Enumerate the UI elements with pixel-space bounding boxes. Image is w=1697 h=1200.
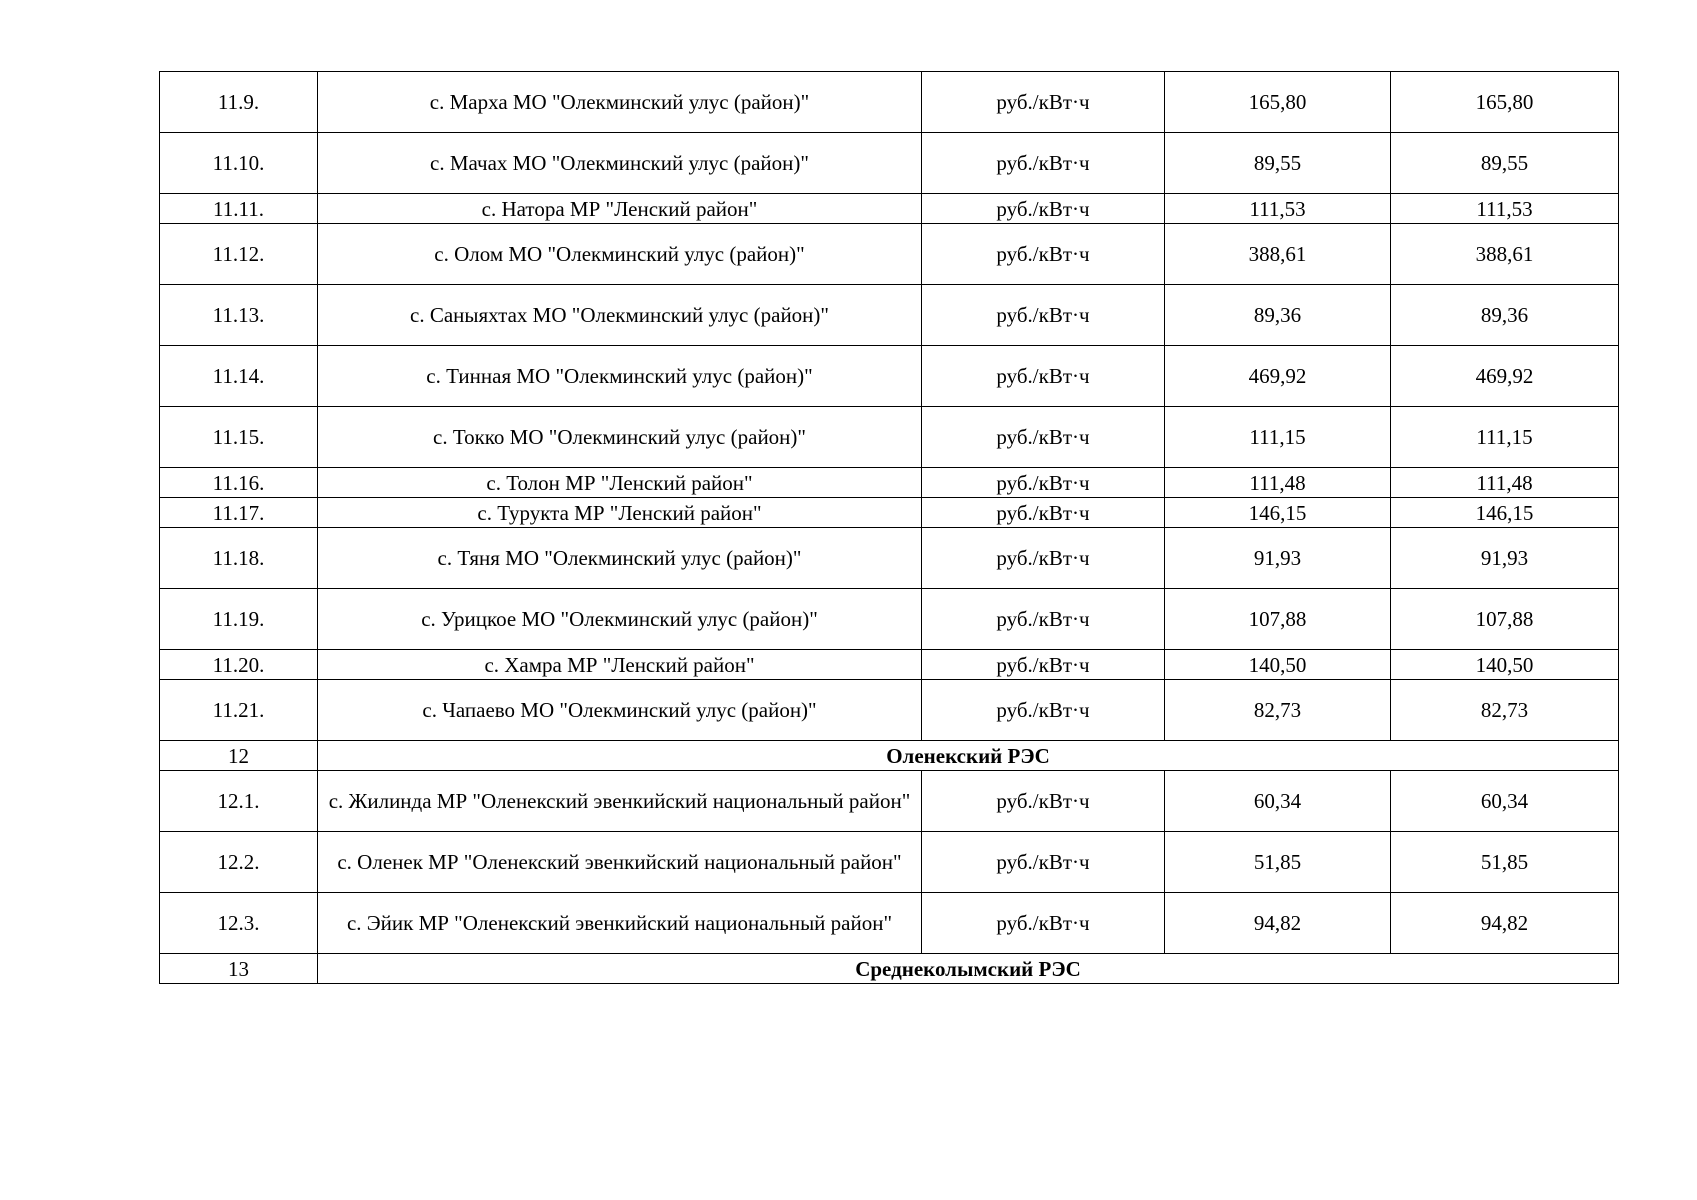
unit-cell: руб./кВт·ч (922, 771, 1165, 832)
tariff-value-1: 165,80 (1165, 72, 1391, 133)
row-number: 11.19. (160, 589, 318, 650)
tariff-value-1: 82,73 (1165, 680, 1391, 741)
tariff-value-1: 111,15 (1165, 407, 1391, 468)
settlement-name: с. Турукта МР "Ленский район" (318, 498, 922, 528)
row-number: 11.10. (160, 133, 318, 194)
tariff-value-2: 111,53 (1391, 194, 1619, 224)
tariff-value-1: 111,53 (1165, 194, 1391, 224)
tariff-value-1: 111,48 (1165, 468, 1391, 498)
row-number: 11.20. (160, 650, 318, 680)
tariff-value-1: 388,61 (1165, 224, 1391, 285)
tariff-value-2: 94,82 (1391, 893, 1619, 954)
section-number: 13 (160, 954, 318, 984)
section-title: Оленекский РЭС (318, 741, 1619, 771)
settlement-name: с. Олом МО "Олекминский улус (район)" (318, 224, 922, 285)
unit-cell: руб./кВт·ч (922, 498, 1165, 528)
table-row (160, 498, 1619, 528)
settlement-name: с. Урицкое МО "Олекминский улус (район)" (318, 589, 922, 650)
unit-cell: руб./кВт·ч (922, 650, 1165, 680)
table-row (160, 285, 1619, 346)
tariff-value-2: 82,73 (1391, 680, 1619, 741)
row-number: 11.17. (160, 498, 318, 528)
tariff-value-2: 89,36 (1391, 285, 1619, 346)
unit-cell: руб./кВт·ч (922, 285, 1165, 346)
unit-cell: руб./кВт·ч (922, 346, 1165, 407)
unit-cell: руб./кВт·ч (922, 589, 1165, 650)
tariff-table (159, 71, 1619, 984)
unit-cell: руб./кВт·ч (922, 194, 1165, 224)
settlement-name: с. Саныяхтах МО "Олекминский улус (район)" (318, 285, 922, 346)
table-row (160, 650, 1619, 680)
tariff-value-2: 111,15 (1391, 407, 1619, 468)
table-row (160, 589, 1619, 650)
settlement-name: с. Токко МО "Олекминский улус (район)" (318, 407, 922, 468)
table-row (160, 72, 1619, 133)
tariff-value-1: 89,55 (1165, 133, 1391, 194)
table-row (160, 133, 1619, 194)
settlement-name: с. Чапаево МО "Олекминский улус (район)" (318, 680, 922, 741)
tariff-value-2: 140,50 (1391, 650, 1619, 680)
settlement-name: с. Эйик МР "Оленекский эвенкийский национальный район" (318, 893, 922, 954)
section-header-row (160, 741, 1619, 771)
row-number: 12.3. (160, 893, 318, 954)
tariff-value-2: 107,88 (1391, 589, 1619, 650)
table-row (160, 771, 1619, 832)
tariff-value-2: 60,34 (1391, 771, 1619, 832)
row-number: 12.2. (160, 832, 318, 893)
row-number: 11.16. (160, 468, 318, 498)
tariff-value-2: 89,55 (1391, 133, 1619, 194)
settlement-name: с. Марха МО "Олекминский улус (район)" (318, 72, 922, 133)
row-number: 11.21. (160, 680, 318, 741)
settlement-name: с. Мачах МО "Олекминский улус (район)" (318, 133, 922, 194)
unit-cell: руб./кВт·ч (922, 407, 1165, 468)
tariff-value-1: 51,85 (1165, 832, 1391, 893)
tariff-value-1: 469,92 (1165, 346, 1391, 407)
unit-cell: руб./кВт·ч (922, 893, 1165, 954)
tariff-value-2: 146,15 (1391, 498, 1619, 528)
settlement-name: с. Тяня МО "Олекминский улус (район)" (318, 528, 922, 589)
row-number: 11.13. (160, 285, 318, 346)
tariff-value-1: 60,34 (1165, 771, 1391, 832)
tariff-value-1: 94,82 (1165, 893, 1391, 954)
tariff-value-2: 165,80 (1391, 72, 1619, 133)
tariff-value-2: 51,85 (1391, 832, 1619, 893)
unit-cell: руб./кВт·ч (922, 528, 1165, 589)
settlement-name: с. Хамра МР "Ленский район" (318, 650, 922, 680)
unit-cell: руб./кВт·ч (922, 224, 1165, 285)
tariff-value-2: 388,61 (1391, 224, 1619, 285)
table-row (160, 468, 1619, 498)
table-row (160, 832, 1619, 893)
settlement-name: с. Жилинда МР "Оленекский эвенкийский национальный район" (318, 771, 922, 832)
tariff-value-1: 146,15 (1165, 498, 1391, 528)
table-row (160, 407, 1619, 468)
row-number: 11.12. (160, 224, 318, 285)
row-number: 12.1. (160, 771, 318, 832)
unit-cell: руб./кВт·ч (922, 468, 1165, 498)
table-row (160, 528, 1619, 589)
row-number: 11.18. (160, 528, 318, 589)
unit-cell: руб./кВт·ч (922, 133, 1165, 194)
tariff-value-2: 469,92 (1391, 346, 1619, 407)
tariff-value-2: 91,93 (1391, 528, 1619, 589)
row-number: 11.15. (160, 407, 318, 468)
table-row (160, 224, 1619, 285)
settlement-name: с. Натора МР "Ленский район" (318, 194, 922, 224)
tariff-value-1: 140,50 (1165, 650, 1391, 680)
settlement-name: с. Тинная МО "Олекминский улус (район)" (318, 346, 922, 407)
table-row (160, 346, 1619, 407)
unit-cell: руб./кВт·ч (922, 680, 1165, 741)
unit-cell: руб./кВт·ч (922, 832, 1165, 893)
settlement-name: с. Толон МР "Ленский район" (318, 468, 922, 498)
table-row (160, 893, 1619, 954)
row-number: 11.11. (160, 194, 318, 224)
unit-cell: руб./кВт·ч (922, 72, 1165, 133)
tariff-value-2: 111,48 (1391, 468, 1619, 498)
row-number: 11.14. (160, 346, 318, 407)
section-header-row (160, 954, 1619, 984)
tariff-value-1: 89,36 (1165, 285, 1391, 346)
table-row (160, 194, 1619, 224)
section-number: 12 (160, 741, 318, 771)
row-number: 11.9. (160, 72, 318, 133)
settlement-name: с. Оленек МР "Оленекский эвенкийский национальный район" (318, 832, 922, 893)
tariff-value-1: 91,93 (1165, 528, 1391, 589)
section-title: Среднеколымский РЭС (318, 954, 1619, 984)
tariff-value-1: 107,88 (1165, 589, 1391, 650)
table-row (160, 680, 1619, 741)
tariff-table-body (160, 72, 1619, 984)
